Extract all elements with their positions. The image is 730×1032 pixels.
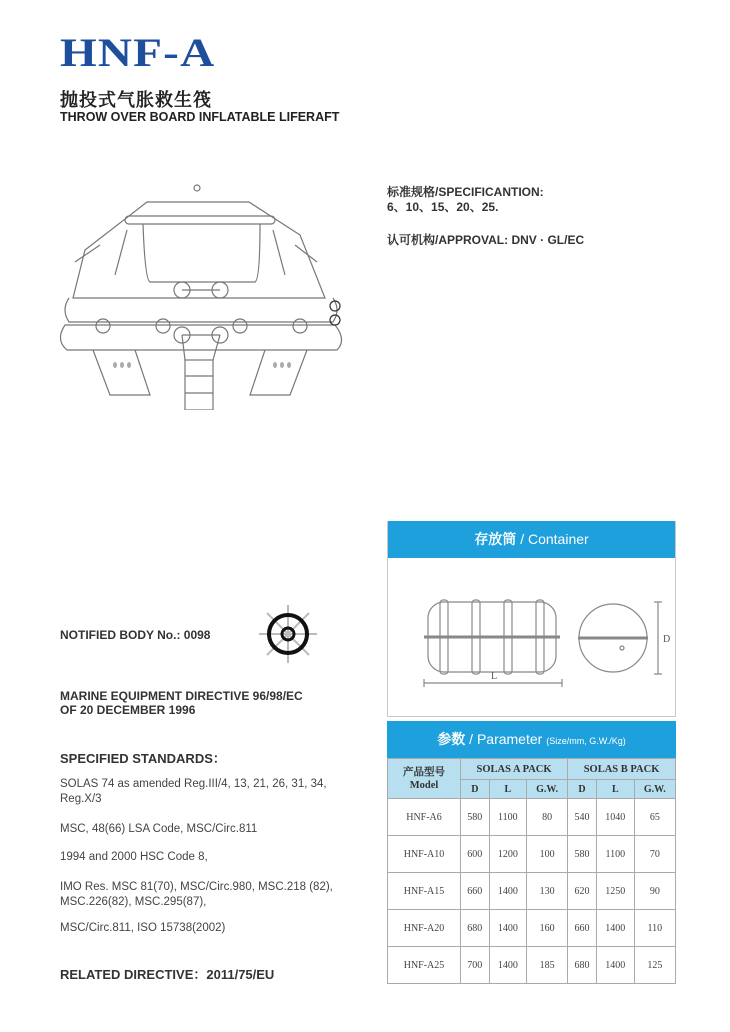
table-row bbox=[388, 947, 676, 984]
parameter-heading-en: / Parameter bbox=[465, 731, 547, 747]
standard-item: 1994 and 2000 HSC Code 8, bbox=[60, 851, 208, 863]
solas-a-header: SOLAS A PACK bbox=[461, 759, 568, 780]
standard-item: MSC/Circ.811, ISO 15738(2002) bbox=[60, 922, 226, 934]
value-cell: 620 bbox=[568, 873, 597, 910]
value-cell: 160 bbox=[527, 910, 568, 947]
value-cell: 80 bbox=[527, 799, 568, 836]
value-cell: 580 bbox=[568, 836, 597, 873]
value-cell: 1100 bbox=[596, 836, 634, 873]
directive-line-2: OF 20 DECEMBER 1996 bbox=[60, 703, 196, 717]
table-row bbox=[388, 910, 676, 947]
value-cell: 660 bbox=[568, 910, 597, 947]
solas-b-header: SOLAS B PACK bbox=[568, 759, 676, 780]
value-cell: 125 bbox=[634, 947, 675, 984]
value-cell: 680 bbox=[568, 947, 597, 984]
model-header-cn: 产品型号 bbox=[403, 766, 445, 778]
value-cell: 680 bbox=[461, 910, 490, 947]
value-cell: 90 bbox=[634, 873, 675, 910]
value-cell: 1400 bbox=[489, 910, 527, 947]
container-heading-cn: 存放筒 bbox=[474, 531, 517, 547]
subcol-header: G.W. bbox=[527, 780, 568, 799]
value-cell: 130 bbox=[527, 873, 568, 910]
value-cell: 1200 bbox=[489, 836, 527, 873]
standard-item: MSC, 48(66) LSA Code, MSC/Circ.811 bbox=[60, 823, 258, 835]
value-cell: 1250 bbox=[596, 873, 634, 910]
value-cell: 580 bbox=[461, 799, 490, 836]
value-cell: 1040 bbox=[596, 799, 634, 836]
subcol-header: D bbox=[461, 780, 490, 799]
model-cell: HNF-A6 bbox=[388, 799, 461, 836]
value-cell: 1100 bbox=[489, 799, 527, 836]
value-cell: 65 bbox=[634, 799, 675, 836]
value-cell: 185 bbox=[527, 947, 568, 984]
approval-text: 认可机构/APPROVAL: DNV · GL/EC bbox=[387, 233, 585, 247]
value-cell: 700 bbox=[461, 947, 490, 984]
table-row bbox=[388, 799, 676, 836]
product-title-cn: 抛投式气胀救生筏 bbox=[60, 90, 212, 110]
container-heading bbox=[388, 521, 675, 558]
value-cell: 600 bbox=[461, 836, 490, 873]
model-header-en: Model bbox=[409, 779, 439, 791]
model-cell: HNF-A15 bbox=[388, 873, 461, 910]
container-panel bbox=[387, 521, 676, 717]
directive-line-1: MARINE EQUIPMENT DIRECTIVE 96/98/EC bbox=[60, 689, 303, 703]
specification-block bbox=[387, 185, 544, 215]
subcol-header: D bbox=[568, 780, 597, 799]
diameter-label: D bbox=[663, 634, 671, 645]
subcol-header: L bbox=[489, 780, 527, 799]
specification-label: 标准规格/SPECIFICANTION: bbox=[387, 185, 544, 199]
table-row bbox=[388, 836, 676, 873]
model-cell: HNF-A25 bbox=[388, 947, 461, 984]
value-cell: 110 bbox=[634, 910, 675, 947]
notified-body: NOTIFIED BODY No.: 0098 bbox=[60, 628, 211, 642]
parameter-heading bbox=[387, 721, 676, 758]
subcol-header: L bbox=[596, 780, 634, 799]
value-cell: 1400 bbox=[596, 910, 634, 947]
value-cell: 1400 bbox=[489, 947, 527, 984]
table-row bbox=[388, 873, 676, 910]
model-cell: HNF-A20 bbox=[388, 910, 461, 947]
value-cell: 540 bbox=[568, 799, 597, 836]
directive-block bbox=[60, 689, 360, 717]
value-cell: 70 bbox=[634, 836, 675, 873]
container-drawing-icon bbox=[388, 558, 675, 716]
product-model-title: HNF-A bbox=[60, 30, 216, 75]
model-cell: HNF-A10 bbox=[388, 836, 461, 873]
container-heading-en: / Container bbox=[516, 531, 589, 547]
ship-wheel-icon bbox=[257, 603, 319, 665]
parameter-table bbox=[387, 758, 676, 984]
value-cell: 100 bbox=[527, 836, 568, 873]
liferaft-drawing-icon bbox=[55, 180, 355, 410]
standard-item: SOLAS 74 as amended Reg.III/4, 13, 21, 26, 31, 34, Reg.X/3 bbox=[60, 778, 327, 805]
product-title-en: THROW OVER BOARD INFLATABLE LIFERAFT bbox=[60, 110, 340, 124]
length-label: L bbox=[491, 671, 498, 682]
subcol-header: G.W. bbox=[634, 780, 675, 799]
model-column-header bbox=[388, 759, 461, 799]
value-cell: 1400 bbox=[596, 947, 634, 984]
specification-values: 6、10、15、20、25. bbox=[387, 200, 499, 214]
value-cell: 1400 bbox=[489, 873, 527, 910]
parameter-units: (Size/mm, G.W./Kg) bbox=[546, 736, 626, 746]
related-directive: RELATED DIRECTIVE：2011/75/EU bbox=[60, 967, 275, 982]
value-cell: 660 bbox=[461, 873, 490, 910]
standards-title: SPECIFIED STANDARDS： bbox=[60, 751, 226, 766]
standard-item: IMO Res. MSC 81(70), MSC/Circ.980, MSC.218 (82), MSC.226(82), MSC.295(87), bbox=[60, 881, 333, 908]
parameter-heading-cn: 参数 bbox=[437, 731, 466, 747]
